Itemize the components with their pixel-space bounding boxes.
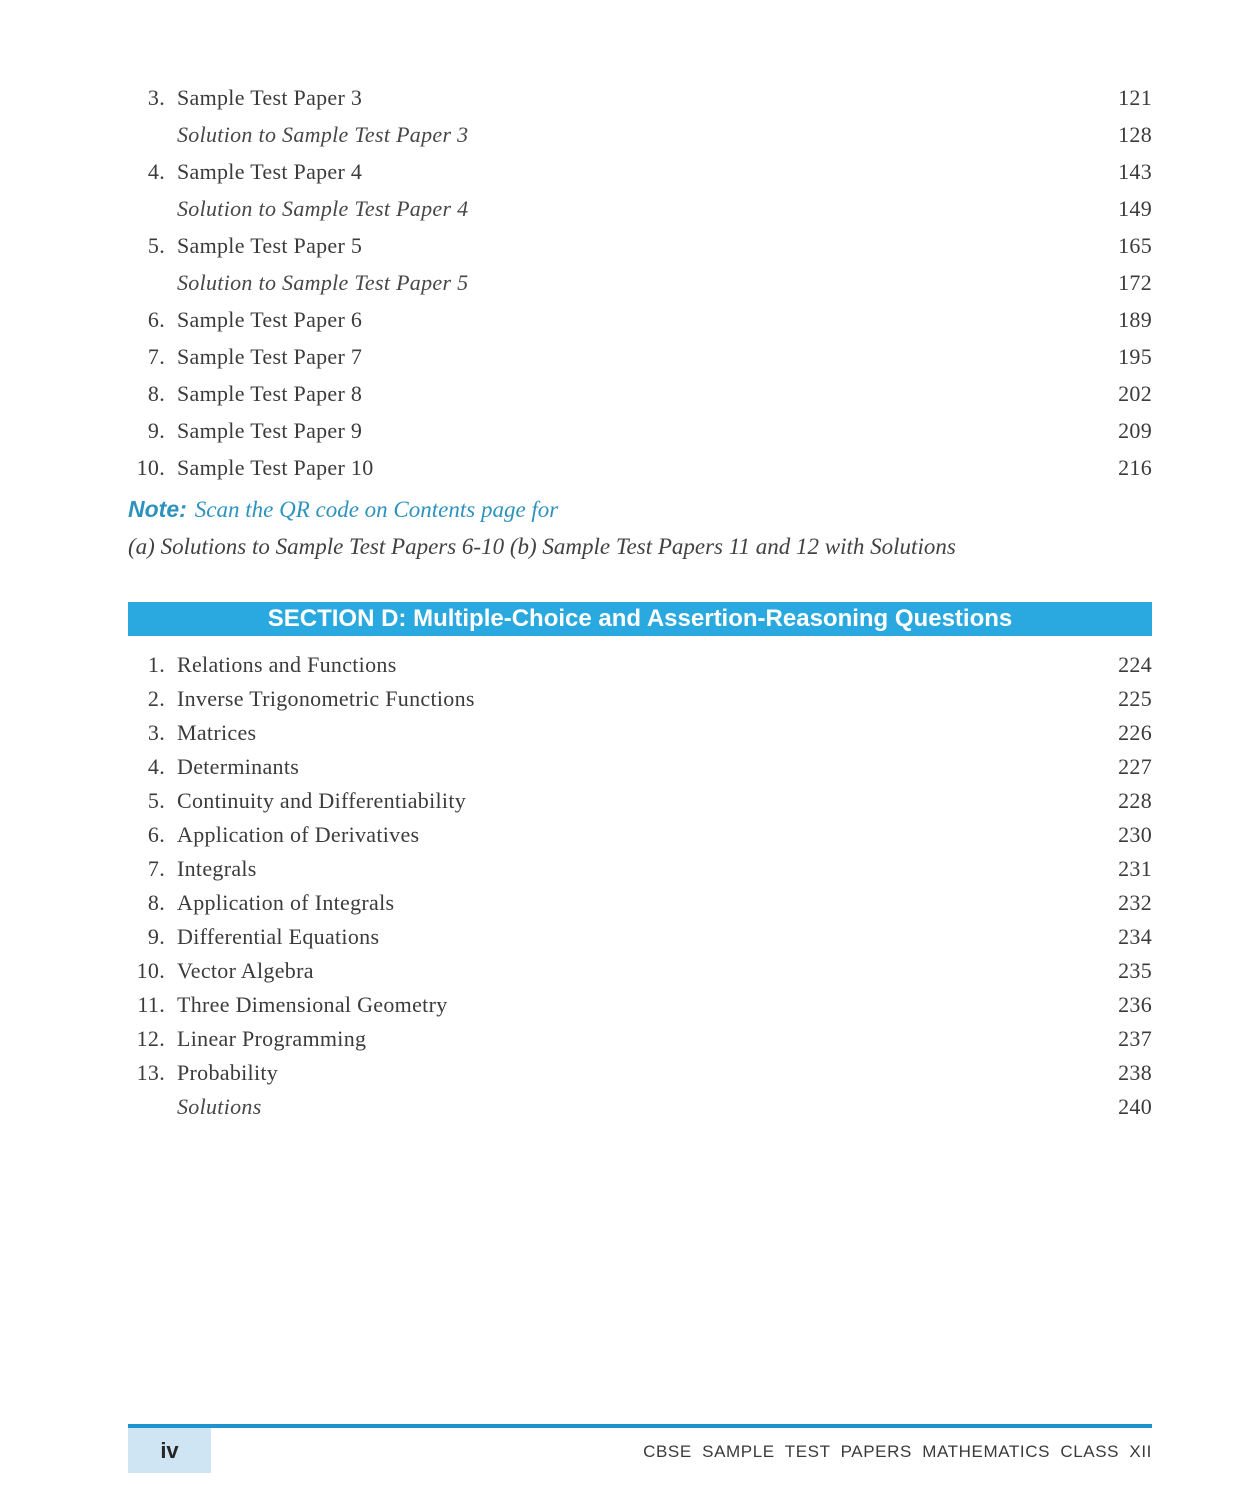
toc-row-page: 227 xyxy=(1118,754,1152,779)
toc-row-title: Solution to Sample Test Paper 3 xyxy=(177,122,469,147)
toc-row-title: Solution to Sample Test Paper 5 xyxy=(177,270,469,295)
section-d-header-title: SECTION D: Multiple-Choice and Assertion-Reasoning Questions xyxy=(267,605,1013,632)
toc-row-title: Three Dimensional Geometry xyxy=(177,992,448,1017)
toc-row xyxy=(128,890,1152,916)
toc-row-number: 1. xyxy=(147,652,165,677)
toc-row-page: 225 xyxy=(1118,686,1152,711)
toc-solution-row xyxy=(128,1094,1152,1120)
toc-row-number: 11. xyxy=(137,992,165,1017)
toc-row-page: 238 xyxy=(1118,1060,1152,1085)
toc-row-title: Sample Test Paper 4 xyxy=(177,159,363,184)
toc-row-number: 3. xyxy=(147,720,165,745)
toc-row-title: Relations and Functions xyxy=(177,652,397,677)
toc-row xyxy=(128,159,1152,185)
toc-row xyxy=(128,992,1152,1018)
toc-row-title: Sample Test Paper 7 xyxy=(177,344,363,369)
toc-row-page: 216 xyxy=(1118,455,1152,480)
toc-row-title: Solutions xyxy=(177,1094,262,1119)
toc-row-title: Sample Test Paper 5 xyxy=(177,233,363,258)
toc-row-page: 232 xyxy=(1118,890,1152,915)
toc-row-title: Integrals xyxy=(177,856,257,881)
toc-row xyxy=(128,788,1152,814)
toc-row-title: Sample Test Paper 3 xyxy=(177,85,363,110)
toc-row-page: 195 xyxy=(1118,344,1152,369)
toc-row-title: Vector Algebra xyxy=(177,958,314,983)
toc-row-page: 121 xyxy=(1118,85,1152,110)
toc-solution-row xyxy=(128,122,1152,148)
note-text: Scan the QR code on Contents page for xyxy=(194,497,559,522)
toc-row-number: 4. xyxy=(147,159,165,184)
toc-row-page: 202 xyxy=(1118,381,1152,406)
toc-row-number: 13. xyxy=(136,1060,165,1085)
toc-row-page: 165 xyxy=(1118,233,1152,258)
toc-row-number: 10. xyxy=(136,958,165,983)
toc-row xyxy=(128,1026,1152,1052)
toc-row-page: 143 xyxy=(1118,159,1152,184)
section-d-list xyxy=(128,652,1152,1120)
toc-row-page: 172 xyxy=(1118,270,1152,295)
toc-row-number: 7. xyxy=(147,344,165,369)
toc-row-number: 9. xyxy=(147,924,165,949)
toc-row-number: 5. xyxy=(147,788,165,813)
toc-row-number: 3. xyxy=(147,85,165,110)
footer-right-text: CBSE SAMPLE TEST PAPERS MATHEMATICS CLASS XII xyxy=(643,1442,1152,1461)
toc-row-title: Application of Derivatives xyxy=(177,822,420,847)
toc-row xyxy=(128,418,1152,444)
toc-row-page: 226 xyxy=(1118,720,1152,745)
toc-row xyxy=(128,233,1152,259)
toc-row-title: Sample Test Paper 9 xyxy=(177,418,363,443)
sample-test-papers-list xyxy=(128,85,1152,481)
section-d-header xyxy=(128,602,1152,636)
toc-row xyxy=(128,85,1152,111)
toc-row-page: 209 xyxy=(1118,418,1152,443)
toc-row-page: 189 xyxy=(1118,307,1152,332)
toc-row xyxy=(128,1060,1152,1086)
toc-row xyxy=(128,924,1152,950)
toc-row-title: Determinants xyxy=(177,754,300,779)
toc-row-title: Continuity and Differentiability xyxy=(177,788,467,813)
toc-row-number: 4. xyxy=(147,754,165,779)
toc-row-page: 234 xyxy=(1118,924,1152,949)
toc-row-title: Sample Test Paper 10 xyxy=(177,455,374,480)
page-number-label: iv xyxy=(160,1437,179,1463)
toc-row-title: Inverse Trigonometric Functions xyxy=(177,686,475,711)
toc-row xyxy=(128,720,1152,746)
toc-row-page: 128 xyxy=(1118,122,1152,147)
toc-row xyxy=(128,455,1152,481)
qr-note-detail-line: (a) Solutions to Sample Test Papers 6-10 (b) Sample Test Papers 11 and 12 with Solutions xyxy=(128,534,956,559)
toc-row xyxy=(128,344,1152,370)
note-label: Note: xyxy=(128,496,187,522)
toc-row-number: 8. xyxy=(147,890,165,915)
toc-row-title: Differential Equations xyxy=(177,924,380,949)
toc-row-page: 224 xyxy=(1118,652,1152,677)
toc-solution-row xyxy=(128,270,1152,296)
toc-row xyxy=(128,958,1152,984)
toc-row-title: Solution to Sample Test Paper 4 xyxy=(177,196,469,221)
toc-row xyxy=(128,822,1152,848)
toc-row-title: Probability xyxy=(177,1060,279,1085)
toc-row-number: 7. xyxy=(147,856,165,881)
toc-row-page: 235 xyxy=(1118,958,1152,983)
toc-row-number: 12. xyxy=(136,1026,165,1051)
toc-row xyxy=(128,307,1152,333)
toc-row xyxy=(128,856,1152,882)
toc-row-title: Linear Programming xyxy=(177,1026,367,1051)
page-content xyxy=(128,0,1152,1128)
toc-row-number: 6. xyxy=(147,822,165,847)
toc-row-title: Sample Test Paper 6 xyxy=(177,307,363,332)
toc-solution-row xyxy=(128,196,1152,222)
toc-row xyxy=(128,754,1152,780)
toc-row xyxy=(128,381,1152,407)
toc-row-number: 5. xyxy=(147,233,165,258)
toc-row-title: Application of Integrals xyxy=(177,890,395,915)
toc-row-page: 228 xyxy=(1118,788,1152,813)
toc-row xyxy=(128,652,1152,678)
qr-note-line xyxy=(128,495,1152,524)
footer-rule xyxy=(128,1424,1152,1428)
toc-row xyxy=(128,686,1152,712)
toc-row-title: Sample Test Paper 8 xyxy=(177,381,363,406)
toc-row-page: 237 xyxy=(1118,1026,1152,1051)
toc-row-page: 149 xyxy=(1118,196,1152,221)
toc-row-page: 231 xyxy=(1118,856,1152,881)
toc-row-page: 240 xyxy=(1118,1094,1152,1119)
toc-row-number: 6. xyxy=(147,307,165,332)
toc-row-number: 8. xyxy=(147,381,165,406)
toc-row-number: 10. xyxy=(136,455,165,480)
toc-row-number: 2. xyxy=(147,686,165,711)
toc-row-page: 230 xyxy=(1118,822,1152,847)
toc-row-title: Matrices xyxy=(177,720,257,745)
toc-row-page: 236 xyxy=(1118,992,1152,1017)
toc-row-number: 9. xyxy=(147,418,165,443)
page-number-box xyxy=(128,1428,211,1473)
